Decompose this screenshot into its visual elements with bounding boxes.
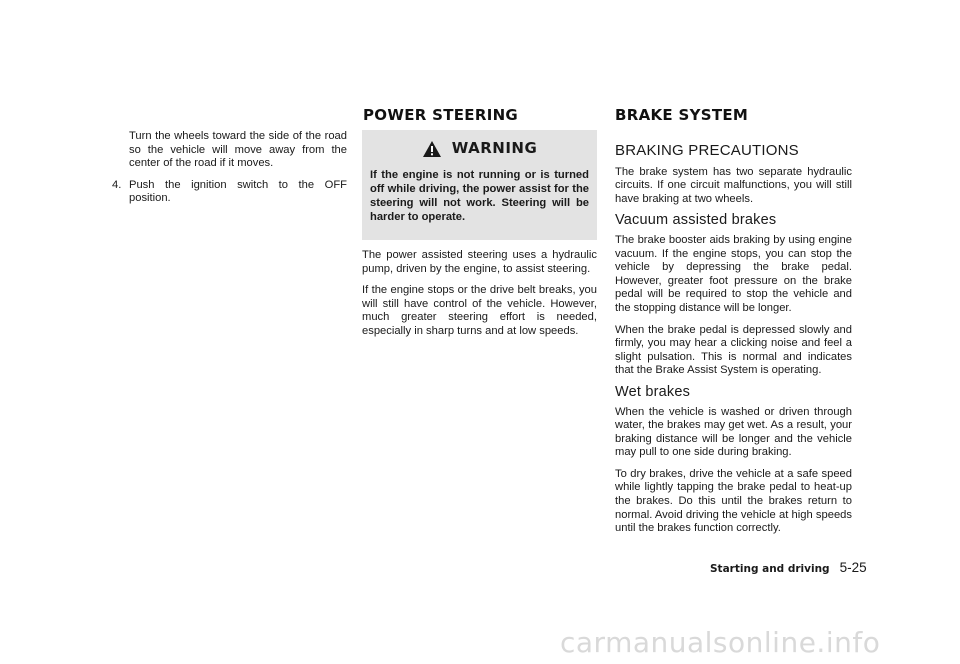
page-footer	[710, 560, 867, 575]
step-text: Push the ignition switch to the OFF position.	[129, 178, 347, 205]
brake-system-heading: BRAKE SYSTEM	[615, 106, 749, 124]
braking-precautions-text: The brake system has two separate hydraulic circuits. If one circuit malfunctions, you will still have braking at two wheels.	[615, 165, 852, 205]
step-continuation-text: Turn the wheels toward the side of the road so the vehicle will move away from the center of the road if it moves.	[129, 130, 347, 170]
power-steering-heading: POWER STEERING	[363, 106, 519, 124]
warning-title-text: WARNING	[451, 139, 538, 158]
step-4	[112, 179, 347, 206]
vacuum-brakes-title: Vacuum assisted brakes	[615, 212, 777, 229]
power-steering-column	[362, 130, 597, 347]
power-steering-paragraph-1: The power assisted steering uses a hydraulic pump, driven by the engine, to assist steering.	[362, 249, 597, 275]
vacuum-brakes-paragraph-1: The brake booster aids braking by using engine vacuum. If the engine stops, you can stop the vehicle by depressing the brake pedal. However, greater foot pressure on the brake pedal will be required to stop the vehicle and the stopping distance will be longer.	[615, 233, 852, 314]
wet-brakes-paragraph-2: To dry brakes, drive the vehicle at a safe speed while lightly tapping the brake pedal to heat-up the brakes. Do this until the brakes return to normal. Avoid driving the vehicle at high speeds until the brakes function correctly.	[615, 467, 852, 535]
warning-box	[362, 130, 597, 240]
power-steering-paragraph-2: If the engine stops or the drive belt breaks, you will still have control of the vehicle. However, much greater steering effort is needed, especially in sharp turns and at low speeds.	[362, 284, 597, 337]
footer-section-title: Starting and driving	[710, 563, 830, 575]
page-number: 5-25	[839, 560, 867, 575]
step-number: 4.	[112, 178, 122, 191]
warning-title	[370, 140, 589, 158]
warning-text: If the engine is not running or is turned off while driving, the power assist for the steering will not work. Steering will be harder to operate.	[370, 169, 589, 223]
watermark: carmanualsonline.info	[560, 626, 881, 659]
left-column	[112, 130, 347, 214]
wet-brakes-title: Wet brakes	[615, 383, 691, 400]
vacuum-brakes-paragraph-2: When the brake pedal is depressed slowly and firmly, you may hear a clicking noise and feel a slight pulsation. This is normal and indicates that the Brake Assist System is operating.	[615, 323, 852, 377]
wet-brakes-paragraph-1: When the vehicle is washed or driven through water, the brakes may get wet. As a result, your braking distance will be longer and the vehicle may pull to one side during braking.	[615, 405, 852, 459]
warning-triangle-icon	[422, 140, 442, 158]
braking-precautions-title: BRAKING PRECAUTIONS	[615, 142, 799, 159]
brake-system-column	[615, 130, 852, 544]
